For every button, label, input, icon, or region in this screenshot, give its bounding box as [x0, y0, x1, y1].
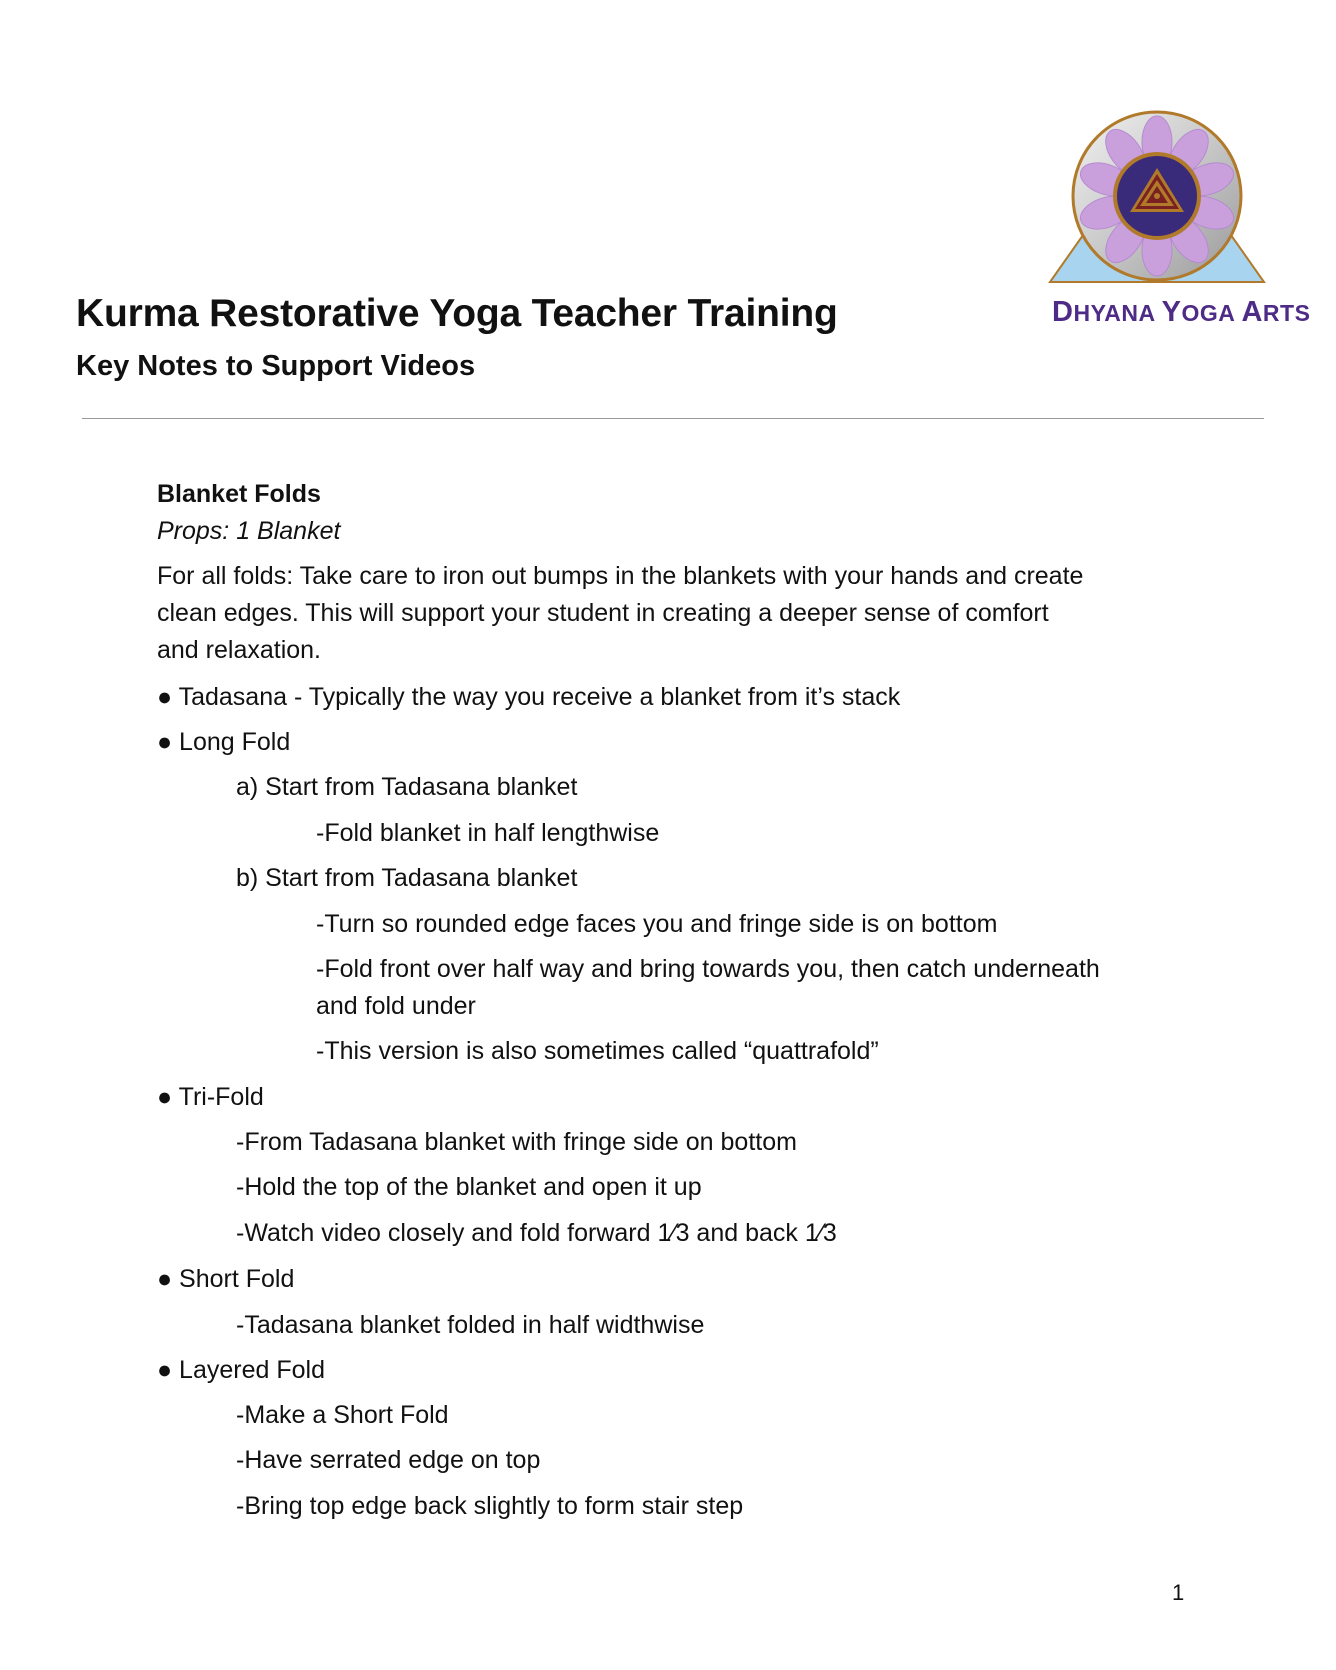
intro-line-3: and relaxation. [157, 636, 322, 664]
bullet-layered-fold: ● Layered Fold [157, 1356, 325, 1384]
bullet-short-fold: ● Short Fold [157, 1265, 295, 1293]
bullet-long-fold: ● Long Fold [157, 728, 291, 756]
page-subtitle: Key Notes to Support Videos [76, 350, 476, 382]
layered-fold-step-3: -Bring top edge back slightly to form stair step [236, 1492, 744, 1520]
short-fold-step-1: -Tadasana blanket folded in half widthwise [236, 1311, 705, 1339]
long-fold-b-step-3: -This version is also sometimes called “quattrafold” [316, 1037, 879, 1065]
intro-line-2: clean edges. This will support your student in creating a deeper sense of comfort [157, 599, 1049, 627]
layered-fold-step-2: -Have serrated edge on top [236, 1446, 541, 1474]
page-title: Kurma Restorative Yoga Teacher Training [76, 292, 838, 335]
long-fold-option-a: a) Start from Tadasana blanket [236, 773, 578, 801]
long-fold-a-step-1: -Fold blanket in half lengthwise [316, 819, 660, 847]
props-line: Props: 1 Blanket [157, 517, 341, 545]
bullet-tadasana: ● Tadasana - Typically the way you receive a blanket from it’s stack [157, 683, 901, 711]
long-fold-b-step-2-cont: and fold under [316, 992, 476, 1020]
logo-wordmark: DHYANA YOGA ARTS [1052, 296, 1311, 328]
layered-fold-step-1: -Make a Short Fold [236, 1401, 449, 1429]
tri-fold-step-1: -From Tadasana blanket with fringe side on bottom [236, 1128, 797, 1156]
dhyana-logo-icon [1046, 108, 1268, 296]
long-fold-option-b: b) Start from Tadasana blanket [236, 864, 578, 892]
bullet-tri-fold: ● Tri-Fold [157, 1083, 264, 1111]
page-number: 1 [1172, 1580, 1185, 1605]
long-fold-b-step-2: -Fold front over half way and bring towards you, then catch underneath [316, 955, 1100, 983]
tri-fold-step-3: -Watch video closely and fold forward 1⁄3 and back 1⁄3 [236, 1219, 837, 1247]
intro-line-1: For all folds: Take care to iron out bumps in the blankets with your hands and create [157, 562, 1084, 590]
section-heading: Blanket Folds [157, 480, 321, 508]
tri-fold-step-2: -Hold the top of the blanket and open it up [236, 1173, 702, 1201]
header-divider [82, 418, 1264, 419]
long-fold-b-step-1: -Turn so rounded edge faces you and fringe side is on bottom [316, 910, 998, 938]
